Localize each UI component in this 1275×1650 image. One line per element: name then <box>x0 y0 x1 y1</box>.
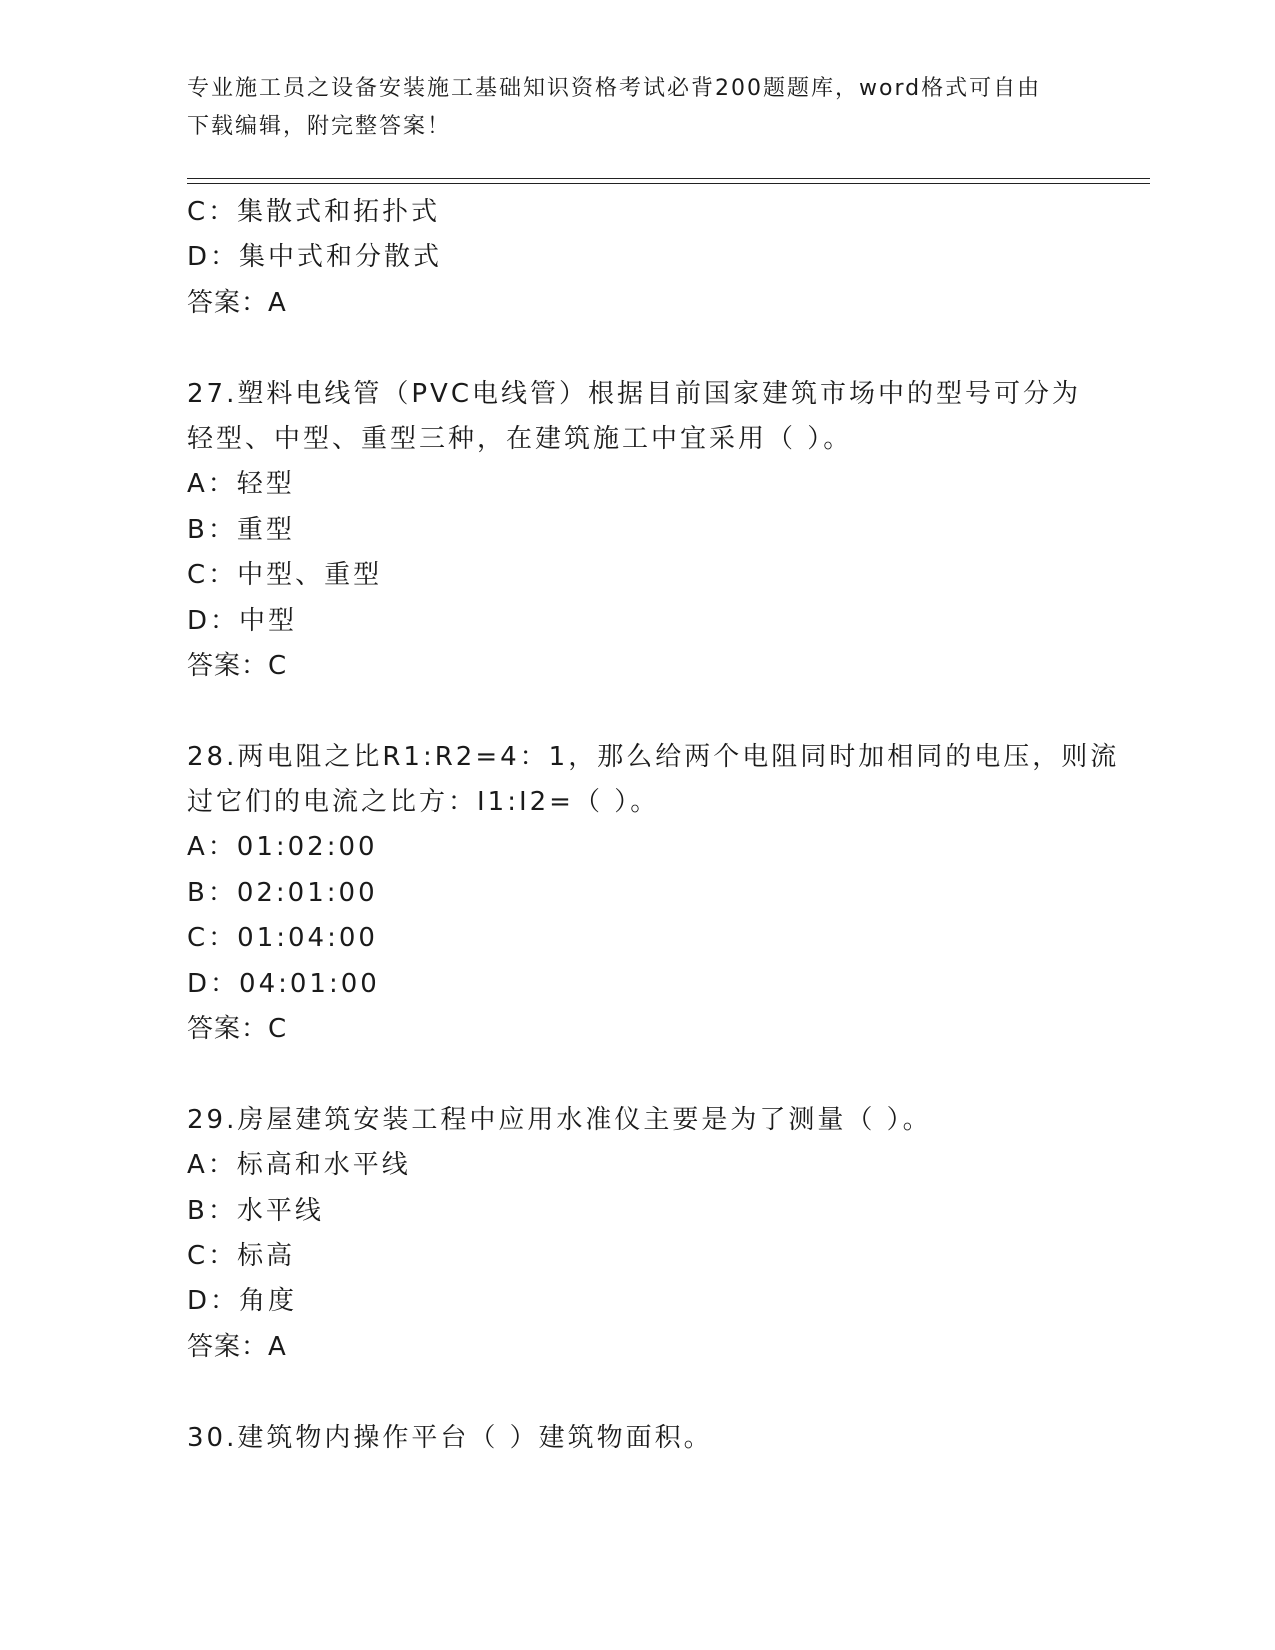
question-28 <box>187 735 1120 1053</box>
question-text-line: 轻型、中型、重型三种，在建筑施工中宜采用（ ）。 <box>187 423 853 454</box>
answer-line: 答案：C <box>187 650 288 681</box>
header-divider-top <box>187 178 1150 179</box>
question-content <box>187 190 1120 1461</box>
answer-line: 答案：A <box>187 287 287 318</box>
option-b: B：水平线 <box>187 1195 324 1226</box>
header-line-1: 专业施工员之设备安装施工基础知识资格考试必背200题题库，word格式可自由 <box>187 76 1042 101</box>
option-d: D：角度 <box>187 1286 298 1317</box>
option-d: D：04:01:00 <box>187 968 380 999</box>
option-b: B：重型 <box>187 514 295 545</box>
option-b: B：02:01:00 <box>187 877 378 908</box>
spacer <box>187 689 1087 734</box>
option-a: A：01:02:00 <box>187 832 378 863</box>
spacer <box>187 326 1087 371</box>
continued-question <box>187 190 1087 326</box>
question-text-line: 28.两电阻之比R1:R2=4：1，那么给两个电阻同时加相同的电压，则流 <box>187 741 1120 772</box>
header-divider-bottom <box>187 183 1150 184</box>
document-header <box>187 70 1087 146</box>
option-c: C：标高 <box>187 1240 296 1271</box>
option-a: A：轻型 <box>187 469 295 500</box>
header-line-2: 下载编辑，附完整答案！ <box>187 114 452 139</box>
question-text-line: 过它们的电流之比方：I1:I2=（ ）。 <box>187 787 660 818</box>
question-text-line: 30.建筑物内操作平台（ ）建筑物面积。 <box>187 1422 713 1453</box>
spacer <box>187 1370 1087 1415</box>
option-c: C：中型、重型 <box>187 560 383 591</box>
spacer <box>187 1052 1087 1097</box>
answer-line: 答案：A <box>187 1331 287 1362</box>
option-c: C：集散式和拓扑式 <box>187 197 441 227</box>
question-29 <box>187 1098 1087 1370</box>
question-text-line: 27.塑料电线管（PVC电线管）根据目前国家建筑市场中的型号可分为 <box>187 378 1081 409</box>
question-30 <box>187 1416 1087 1461</box>
option-a: A：标高和水平线 <box>187 1150 411 1181</box>
question-27 <box>187 372 1087 690</box>
question-text-line: 29.房屋建筑安装工程中应用水准仪主要是为了测量（ ）。 <box>187 1104 932 1135</box>
answer-line: 答案：C <box>187 1014 288 1045</box>
option-d: D：中型 <box>187 605 298 636</box>
option-d: D：集中式和分散式 <box>187 242 443 273</box>
option-c: C：01:04:00 <box>187 923 378 954</box>
